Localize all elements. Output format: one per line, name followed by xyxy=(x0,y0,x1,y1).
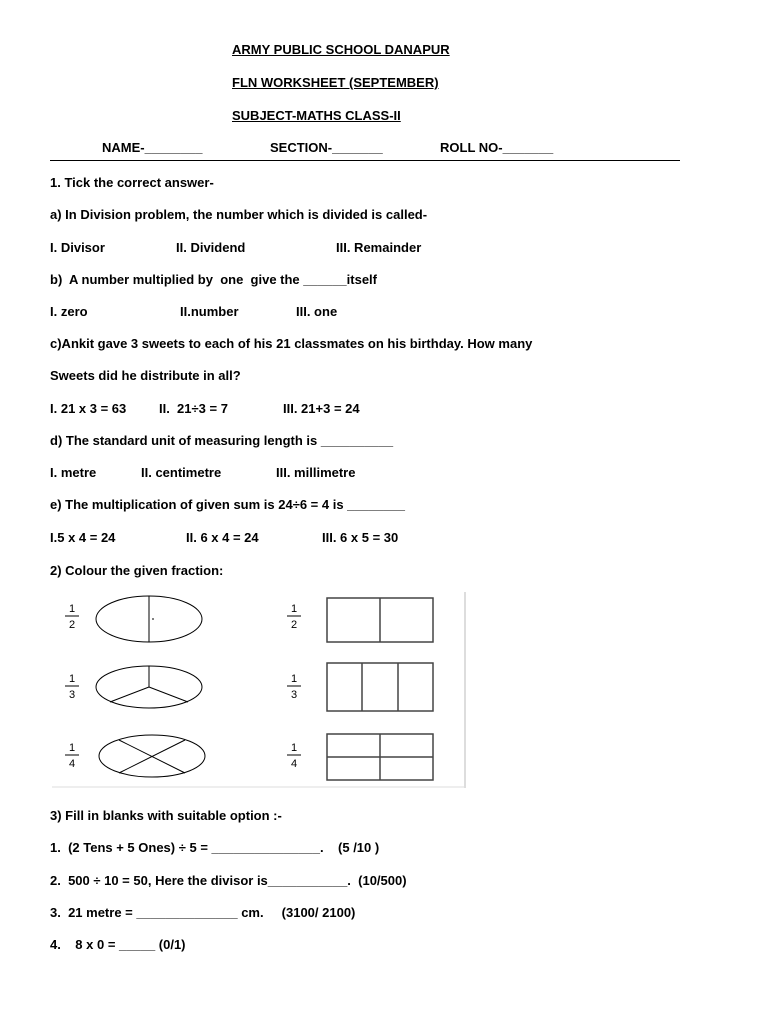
q2-title: 2) Colour the given fraction: xyxy=(50,563,224,578)
q1e-question: e) The multiplication of given sum is 24÷6 = 4 is ________ xyxy=(50,497,406,512)
fraction-label-third-right xyxy=(287,673,301,701)
svg-text:1: 1 xyxy=(68,742,76,754)
fraction-label-quarter-right xyxy=(287,742,301,770)
worksheet-title: FLN WORKSHEET (SEPTEMBER) xyxy=(232,75,439,90)
q1b-option-1: I. zero xyxy=(50,304,88,319)
roll-no-field: ROLL NO-_______ xyxy=(440,140,554,155)
rect-halves xyxy=(327,598,433,642)
q1e-option-2: II. 6 x 4 = 24 xyxy=(186,530,259,545)
svg-text:3: 3 xyxy=(68,689,76,701)
q1c-question-line1: c)Ankit gave 3 sweets to each of his 21 classmates on his birthday. How many xyxy=(50,336,533,351)
q3-item-4: 4. 8 x 0 = _____ (0/1) xyxy=(50,937,186,952)
rect-quarters xyxy=(327,734,433,780)
svg-text:3: 3 xyxy=(290,689,298,701)
svg-text:4: 4 xyxy=(68,758,76,770)
rect-thirds xyxy=(327,663,433,711)
q1b-option-3: III. one xyxy=(296,304,338,319)
fraction-label-quarter-left xyxy=(65,742,79,770)
q1a-option-2: II. Dividend xyxy=(176,240,246,255)
ellipse-quarters xyxy=(99,735,205,777)
svg-text:1: 1 xyxy=(290,673,298,685)
section-field: SECTION-_______ xyxy=(270,140,383,155)
q1b-option-2: II.number xyxy=(180,304,239,319)
q3-title: 3) Fill in blanks with suitable option :- xyxy=(50,808,282,823)
q3-item-3: 3. 21 metre = ______________ cm. (3100/ 2100) xyxy=(50,905,356,920)
q1d-option-3: III. millimetre xyxy=(276,465,356,480)
q1b-question: b) A number multiplied by one give the ______itself xyxy=(50,272,377,287)
q1c-option-2: II. 21÷3 = 7 xyxy=(159,401,228,416)
q3-item-1: 1. (2 Tens + 5 Ones) ÷ 5 = _______________. (5 /10 ) xyxy=(50,840,380,855)
q1d-option-2: II. centimetre xyxy=(141,465,222,480)
svg-text:1: 1 xyxy=(290,603,298,615)
ellipse-halves xyxy=(96,596,202,642)
fraction-label-half-left xyxy=(65,603,79,631)
svg-text:1: 1 xyxy=(290,742,298,754)
q1c-option-3: III. 21+3 = 24 xyxy=(283,401,360,416)
header-divider xyxy=(50,160,680,161)
q1c-question-line2: Sweets did he distribute in all? xyxy=(50,368,241,383)
fraction-label-half-right xyxy=(287,603,301,631)
svg-text:1: 1 xyxy=(68,673,76,685)
fraction-label-third-left xyxy=(65,673,79,701)
q1a-option-1: I. Divisor xyxy=(50,240,105,255)
svg-text:2: 2 xyxy=(68,619,76,631)
ellipse-thirds xyxy=(96,666,202,708)
school-name: ARMY PUBLIC SCHOOL DANAPUR xyxy=(232,42,450,57)
q1a-option-3: III. Remainder xyxy=(336,240,422,255)
svg-text:1: 1 xyxy=(68,603,76,615)
subject-title: SUBJECT-MATHS CLASS-II xyxy=(232,108,401,123)
q1e-option-3: III. 6 x 5 = 30 xyxy=(322,530,399,545)
q1a-question: a) In Division problem, the number which is divided is called- xyxy=(50,207,428,222)
svg-text:4: 4 xyxy=(290,758,298,770)
q1e-option-1: I.5 x 4 = 24 xyxy=(50,530,116,545)
name-field: NAME-________ xyxy=(102,140,203,155)
svg-text:2: 2 xyxy=(290,619,298,631)
q1-title: 1. Tick the correct answer- xyxy=(50,175,214,190)
fraction-figures xyxy=(52,592,466,788)
q1c-option-1: I. 21 x 3 = 63 xyxy=(50,401,127,416)
q1d-option-1: I. metre xyxy=(50,465,97,480)
q1d-question: d) The standard unit of measuring length is __________ xyxy=(50,433,394,448)
q3-item-2: 2. 500 ÷ 10 = 50, Here the divisor is___________. (10/500) xyxy=(50,873,407,888)
